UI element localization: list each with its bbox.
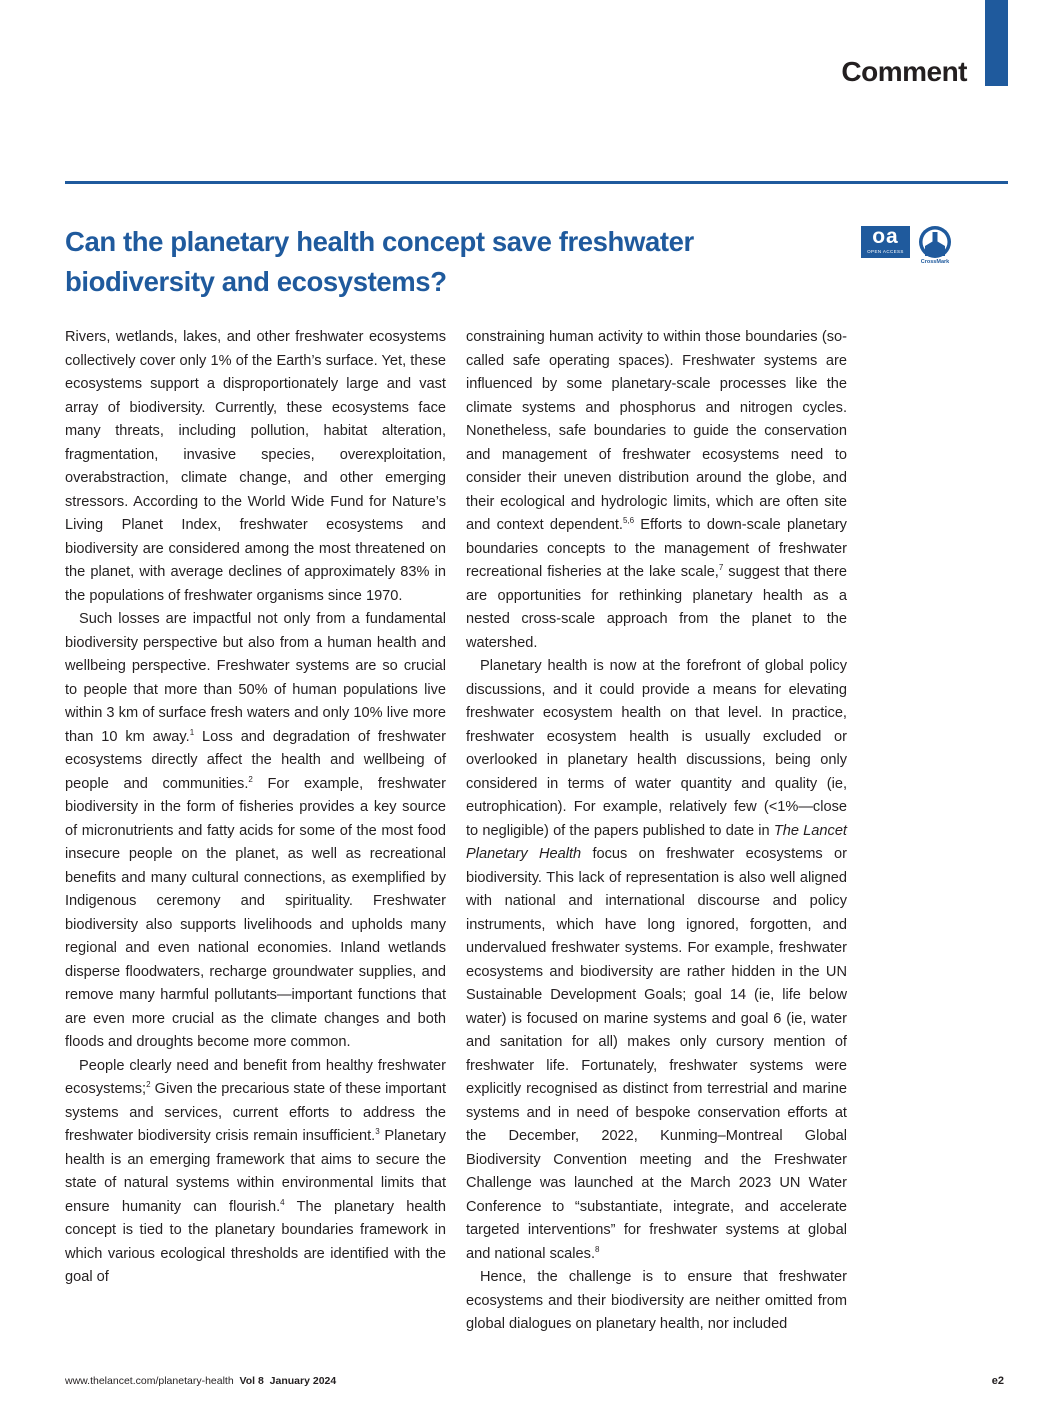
page-footer <box>65 1375 336 1387</box>
paragraph-text: Hence, the challenge is to ensure that freshwater ecosystems and their biodiversity are neither omitted from global dialogues on planetary health, nor included <box>466 1269 847 1332</box>
paragraph <box>466 1266 847 1337</box>
reference-marker[interactable]: 1 <box>189 727 195 737</box>
paragraph-text: Given the precarious state of these important systems and services, current efforts to address the freshwater biodiversity crisis remain insufficient. <box>65 1081 446 1144</box>
oa-badge-sublabel: OPEN ACCESS <box>867 249 904 254</box>
page-number: e2 <box>991 1375 1004 1387</box>
paragraph-text: For example, freshwater biodiversity in the form of fisheries provides a key source of micronutrients and fatty acids for some of the most food insecure people on the planet, as well as recreational benefits and many cultural connections, as exemplified by Indigenous ceremony and spirituality. Freshwater biodiversity also supports livelihoods and upholds many regional and even national economies. Inland wetlands disperse floodwaters, recharge groundwater supplies, and remove many harmful pollutants—important functions that are even more crucial as the climate changes and both floods and droughts become more common. <box>65 775 446 1050</box>
paragraph-text: constraining human activity to within those boundaries (so-called safe operating spaces). Freshwater systems are influenced by some planetary-scale processes like the climate systems and phosphorus and nitrogen cycles. Nonetheless, safe boundaries to guide the conservation and management of freshwater ecosystems need to consider their uneven distribution around the globe, and their ecological and hydrologic limits, which are often site and context dependent. <box>466 329 847 533</box>
crossmark-label: CrossMark <box>920 259 950 265</box>
reference-marker[interactable]: 2 <box>146 1080 151 1089</box>
paragraph-text: People clearly need and benefit from healthy freshwater ecosystems; <box>65 1057 446 1097</box>
paragraph-text: The planetary health concept is tied to the planetary boundaries framework in which various ecological thresholds are identified with the goal of <box>65 1198 446 1285</box>
paragraph-text: Planetary health is now at the forefront of global policy discussions, and it could provide a means for elevating freshwater ecosystem health on that level. In practice, freshwater ecosystem health is usually excluded or overlooked in planetary health discussions, being only considered in terms of water quantity and quality (ie, eutrophication). For example, relatively few (<1%—close to negligible) of the papers published to date in <box>466 658 847 839</box>
paragraph-text: focus on freshwater ecosystems or biodiversity. This lack of representation is also well aligned with national and international discourse and policy instruments, which have long ignored, forgotten, and undervalued freshwater systems. For example, freshwater ecosystems and biodiversity are rather hidden in the UN Sustainable Development Goals; goal 14 (ie, life below water) is focused on marine systems and goal 6 (ie, water and sanitation for all) makes only cursory mention of freshwater life. Fortunately, freshwater systems were explicitly recognised as distinct from terrestrial and marine systems and in need of bespoke conservation efforts at the December, 2022, Kunming–Montreal Global Biodiversity Convention meeting and the Freshwater Challenge was launched at the March 2023 UN Water Conference to “substantiate, integrate, and accelerate targeted interventions” for freshwater systems at global and national scales. <box>466 846 847 1262</box>
paragraph-text: Such losses are impactful not only from a fundamental biodiversity perspective but also from a human health and wellbeing perspective. Freshwater systems are so crucial to people that more than 50% of human populations live within 3 km of surface fresh waters and only 10% live more than 10 km away. <box>65 611 446 745</box>
reference-marker[interactable]: 3 <box>375 1127 380 1136</box>
header-rule <box>65 181 1008 184</box>
open-access-badge[interactable] <box>861 226 910 258</box>
paragraph <box>466 655 847 1266</box>
reference-marker[interactable]: 2 <box>248 774 253 784</box>
paragraph <box>65 326 446 608</box>
journal-url[interactable]: www.thelancet.com/planetary-health <box>65 1375 234 1387</box>
body-column-left <box>65 326 446 1290</box>
volume-label: Vol 8 <box>239 1375 264 1387</box>
article-title: Can the planetary health concept save freshwater biodiversity and ecosystems? <box>65 226 694 297</box>
oa-badge-label: oa <box>872 225 899 248</box>
paragraph <box>466 326 847 655</box>
section-color-tab <box>985 0 1008 86</box>
body-column-right <box>466 326 847 1337</box>
paragraph-text: Rivers, wetlands, lakes, and other freshwater ecosystems collectively cover only 1% of the Earth’s surface. Yet, these ecosystems support a disproportionately large and vast array of biodiversity. Currently, these ecosystems face many threats, including pollution, habitat alteration, fragmentation, invasive species, overexploitation, overabstraction, climate change, and other emerging stressors. According to the World Wide Fund for Nature’s Living Planet Index, freshwater ecosystems and biodiversity are considered among the most threatened on the planet, with average declines of approximately 83% in the populations of freshwater organisms since 1970. <box>65 329 446 604</box>
paragraph-text: Efforts to down-scale planetary boundaries concepts to the management of freshwater recreational fisheries at the lake scale, <box>466 517 847 580</box>
reference-marker[interactable]: 7 <box>718 563 724 572</box>
journal-name: The Lancet Planetary Health <box>466 822 847 862</box>
paragraph <box>65 608 446 1055</box>
section-label: Comment <box>841 56 967 87</box>
paragraph <box>65 1055 446 1290</box>
reference-marker[interactable]: 5,6 <box>622 516 635 525</box>
paragraph-text: Loss and degradation of freshwater ecosystems directly affect the health and wellbeing of people and communities. <box>65 728 446 792</box>
paragraph-text: suggest that there are opportunities for rethinking planetary health as a nested cross-scale approach from the planet to the watershed. <box>466 564 847 651</box>
issue-date: January 2024 <box>269 1375 337 1387</box>
reference-marker[interactable]: 8 <box>595 1244 600 1254</box>
paragraph-text: Planetary health is an emerging framework that aims to secure the state of natural systems within environmental limits that ensure humanity can flourish. <box>65 1128 446 1215</box>
reference-marker[interactable]: 4 <box>280 1197 285 1207</box>
